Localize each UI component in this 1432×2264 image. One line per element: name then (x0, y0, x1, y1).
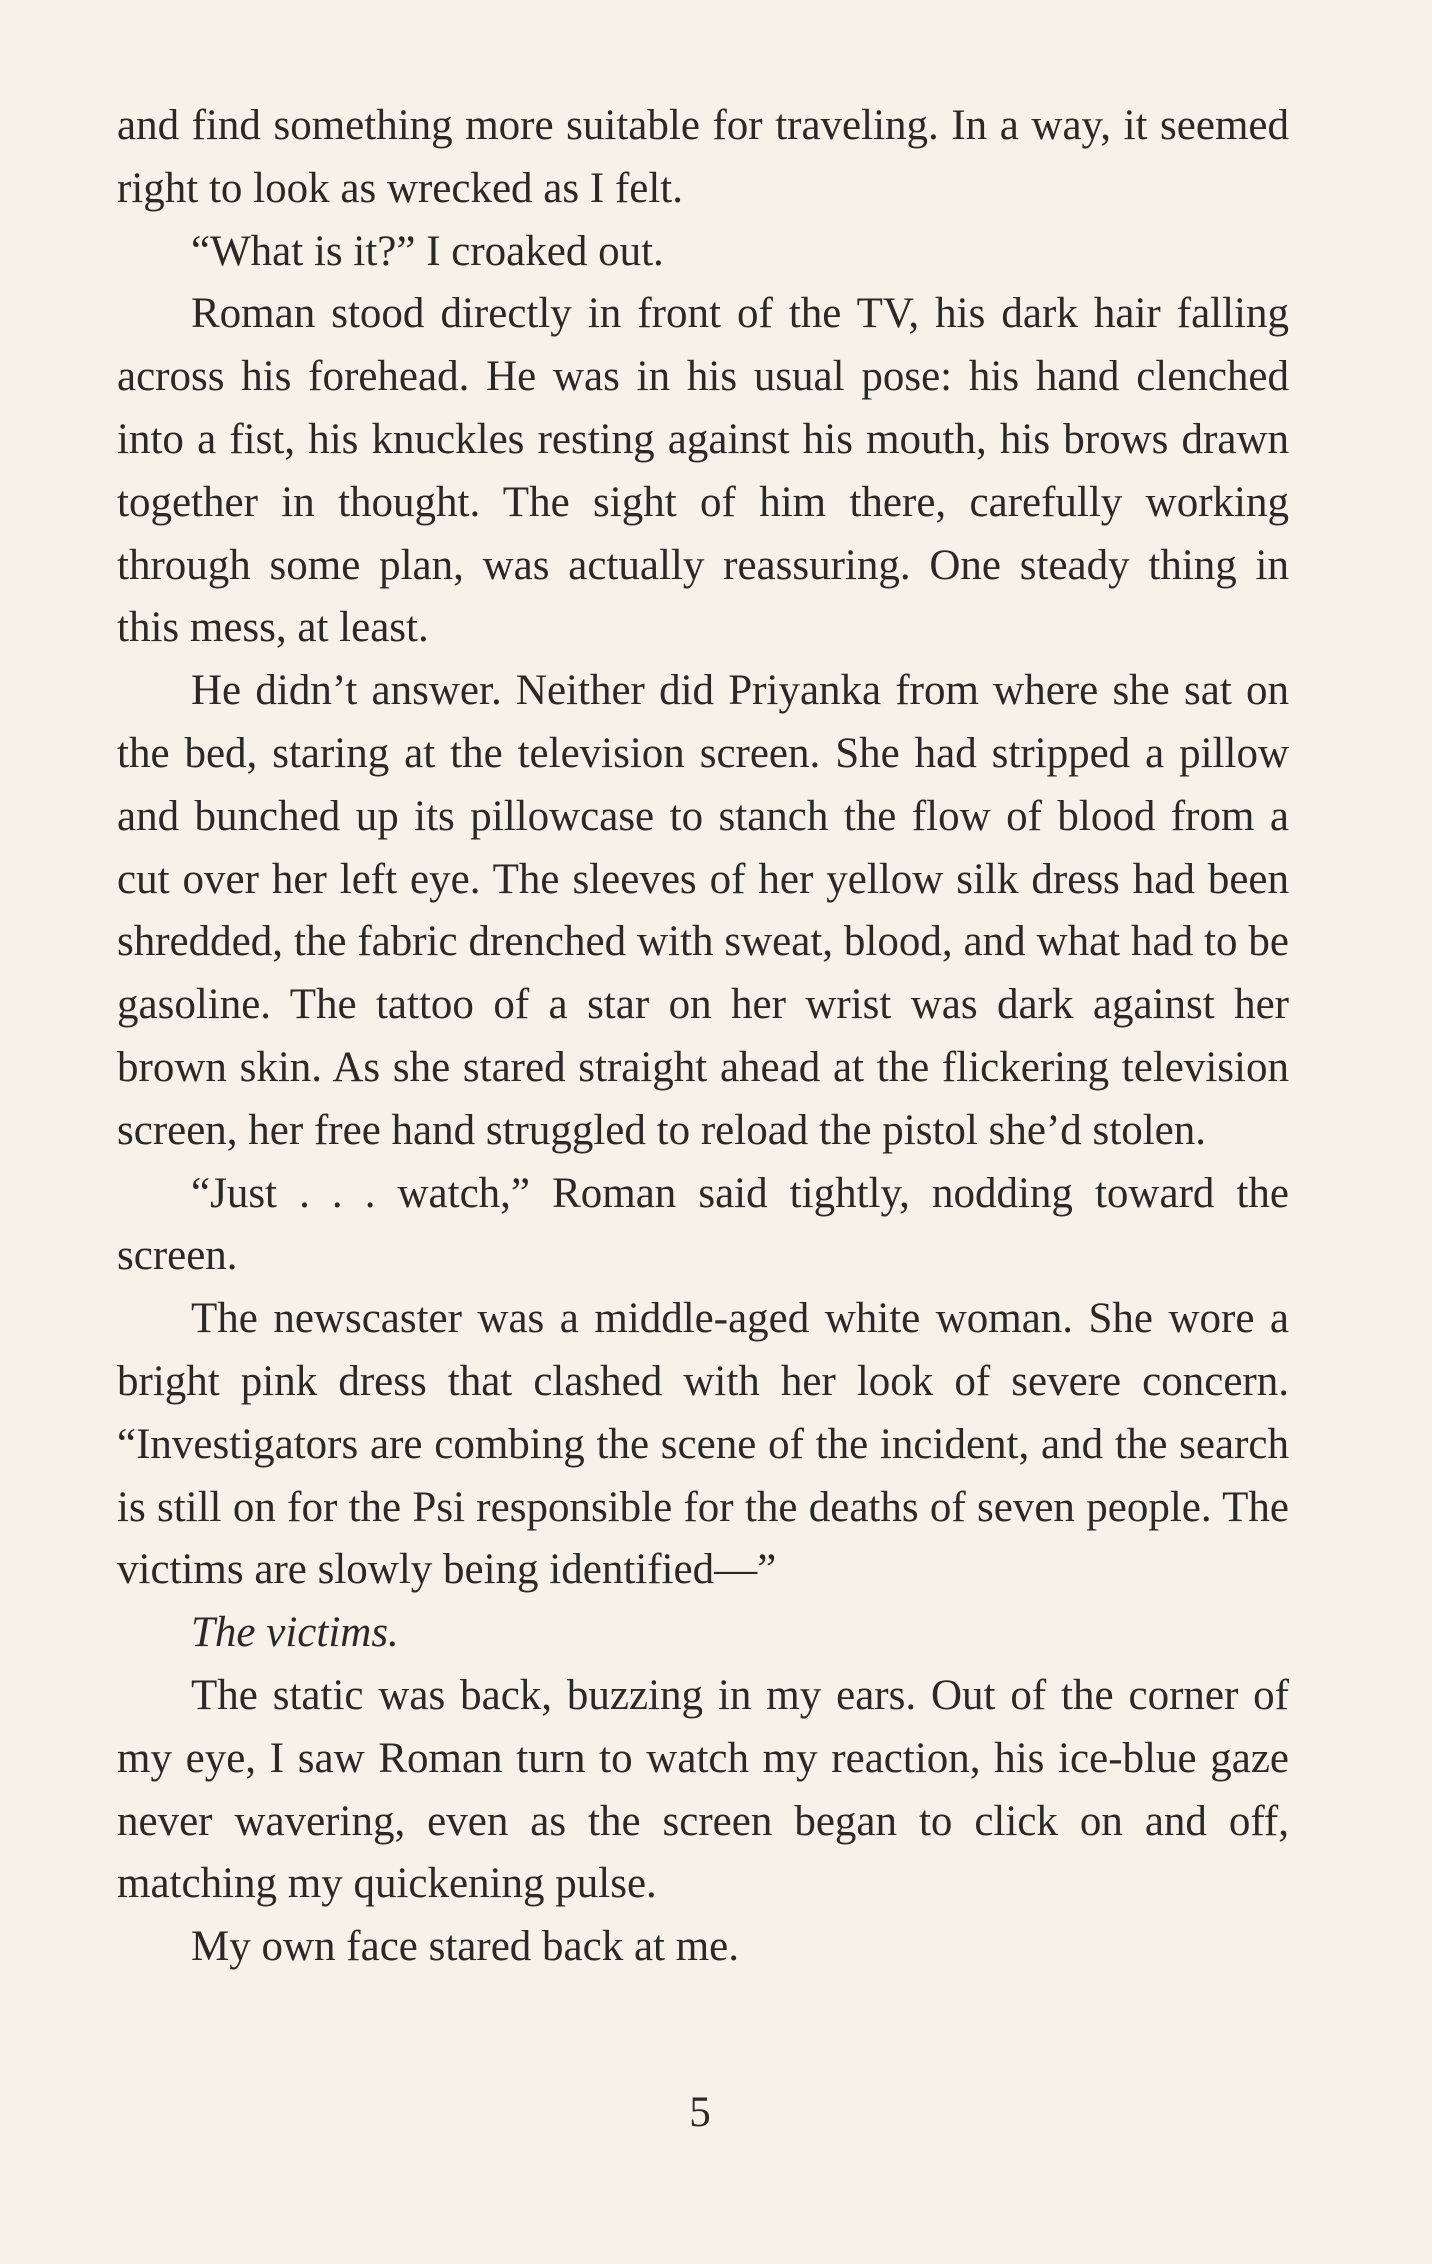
page-number: 5 (689, 2089, 711, 2136)
paragraph-dialogue-just-watch: “Just . . . watch,” Roman said tightly, nodding toward the screen. (117, 1169, 1289, 1280)
paragraph-own-face: My own face stared back at me. (191, 1923, 740, 1971)
paragraph-roman-pose: Roman stood directly in front of the TV, his dark hair falling across his forehead. He was in his usual pose: his hand clenched into a fist, his knuckles resting against his mouth, his brows drawn together in thought. The sight of him there, carefully working through some plan, was actually reassuring. One steady thing in this mess, at least. (117, 290, 1289, 652)
paragraph-static: The static was back, buzzing in my ears. Out of the corner of my eye, I saw Roman turn to watch my reaction, his ice-blue gaze never wavering, even as the screen began to click on and off, matching my quickening pulse. (117, 1671, 1289, 1908)
paragraph-continuation: and find something more suitable for traveling. In a way, it seemed right to look as wrecked as I felt. (117, 102, 1289, 212)
body-text (117, 95, 1289, 1979)
paragraph-dialogue-what-is-it: “What is it?” I croaked out. (191, 227, 664, 275)
paragraph-the-victims: The victims. (191, 1609, 399, 1657)
paragraph-priyanka: He didn’t answer. Neither did Priyanka from where she sat on the bed, staring at the television screen. She had stripped a pillow and bunched up its pillowcase to stanch the flow of blood from a cut over her left eye. The sleeves of her yellow silk dress had been shredded, the fabric drenched with sweat, blood, and what had to be gasoline. The tattoo of a star on her wrist was dark against her brown skin. As she stared straight ahead at the flickering television screen, her free hand struggled to reload the pistol she’d stolen. (117, 667, 1289, 1154)
paragraph-newscaster: The newscaster was a middle-aged white woman. She wore a bright pink dress that clashed with her look of severe concern. “Investigators are combing the scene of the incident, and the search is still on for the Psi responsible for the deaths of seven people. The victims are slowly being identified—” (117, 1295, 1289, 1594)
